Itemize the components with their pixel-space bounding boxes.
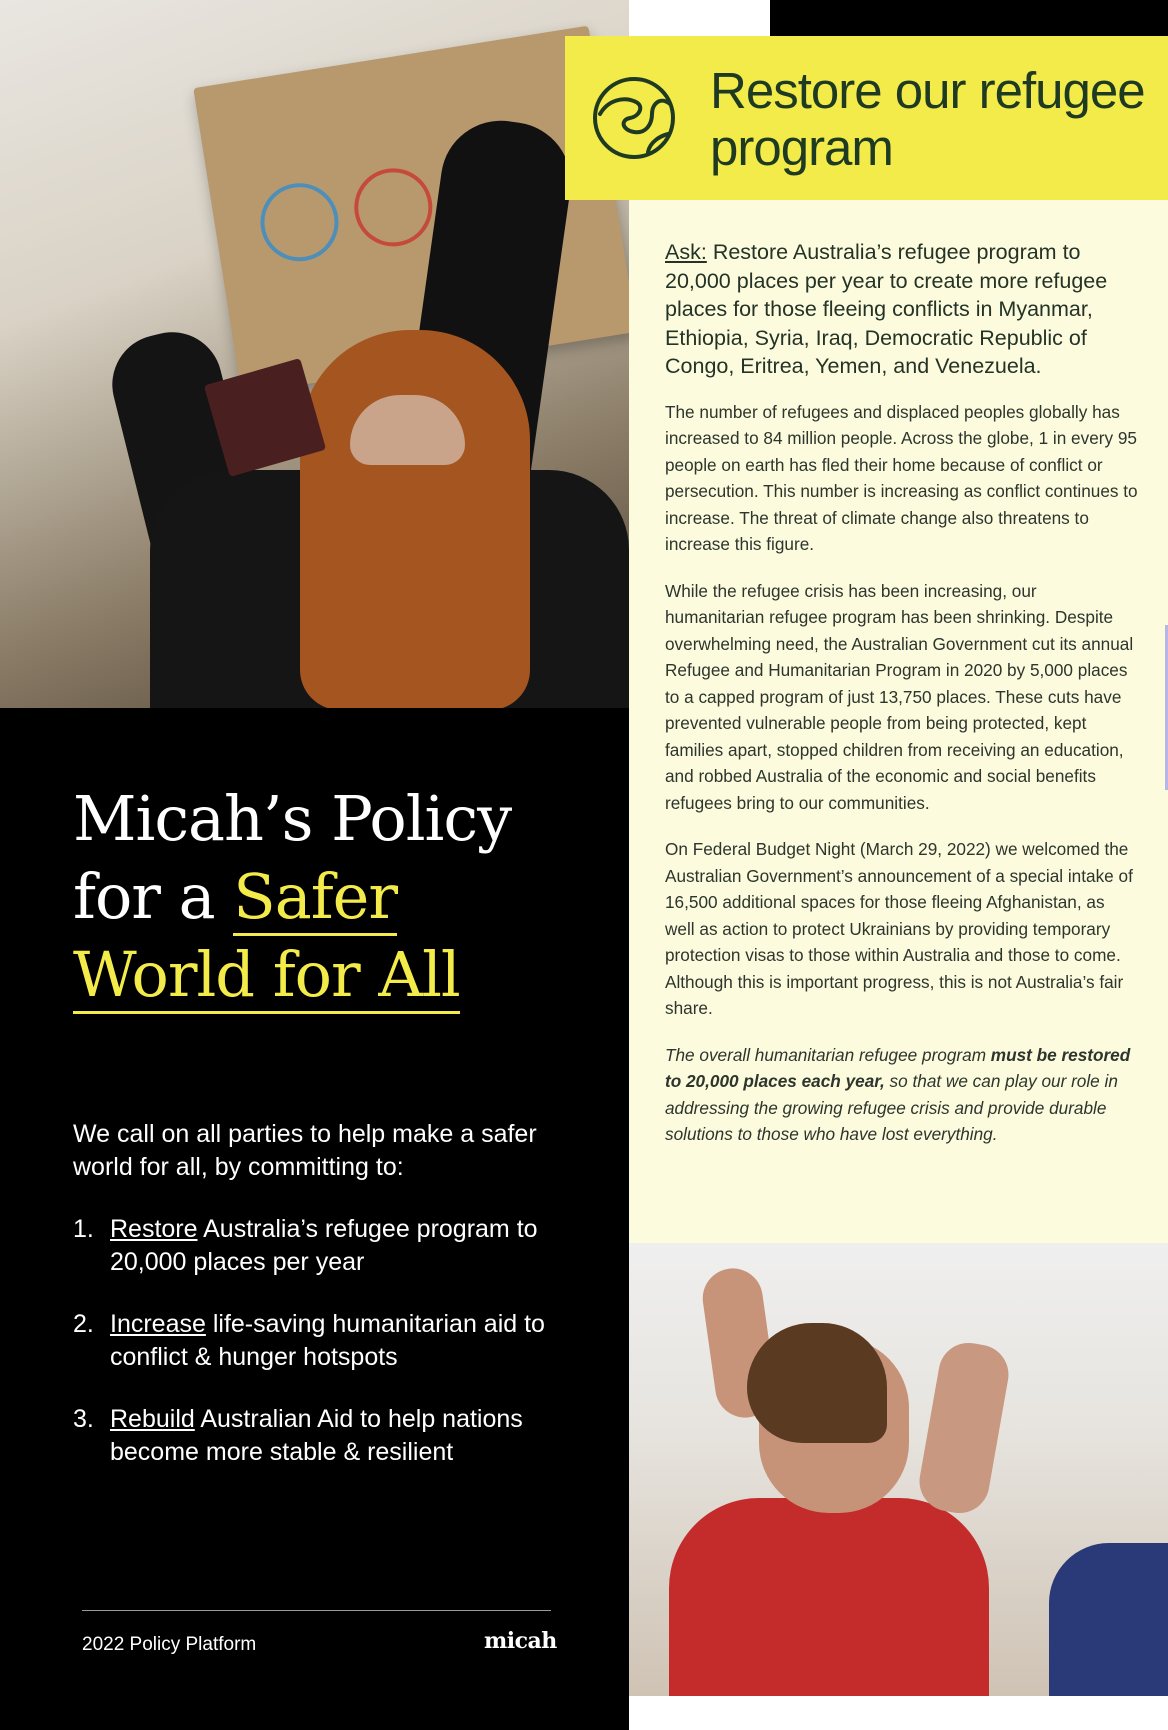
list-number: 3.	[73, 1405, 94, 1433]
list-number: 2.	[73, 1310, 94, 1338]
child-hair	[747, 1323, 887, 1443]
main-title	[73, 780, 511, 1014]
micah-logo: micah	[484, 1628, 557, 1654]
list-item	[73, 1403, 553, 1469]
paragraph-3: On Federal Budget Night (March 29, 2022) we welcomed the Australian Government’s announcement of a special intake of 16,500 additional spaces for those fleeing Afghanistan, as well as action to protect Ukrainians by providing temporary protection visas to those within Australia and those to come. Although this is important progress, this is not Australia’s fair share.	[665, 839, 1133, 1018]
closing-bold: must be restored to 20,000 places each year,	[665, 1044, 1131, 1091]
closing-paragraph	[665, 1042, 1138, 1148]
list-number: 1.	[73, 1215, 94, 1243]
closing-tail: so that we can play our role in addressing the growing refugee crisis and provide durable solutions to those who have lost everything.	[665, 1071, 1118, 1144]
commitments-list	[73, 1213, 553, 1498]
body-panel	[629, 200, 1168, 1243]
red-crescent-icon	[349, 163, 438, 252]
background-child	[1049, 1543, 1168, 1696]
intro-text: We call on all parties to help make a safer world for all, by committing to:	[73, 1120, 537, 1181]
photo-child-raising-hands	[629, 1243, 1168, 1696]
list-item	[73, 1213, 553, 1279]
photo-woman-carrying-aid-box	[0, 0, 629, 708]
page-title: Restore our refugee program	[710, 62, 1145, 176]
wfp-logo-icon	[255, 178, 344, 267]
footer-label: 2022 Policy Platform	[82, 1634, 257, 1655]
globe-icon	[590, 74, 678, 162]
main-title-line-1: Micah’s Policy	[73, 782, 512, 855]
section-header	[565, 36, 1168, 200]
list-verb: Rebuild	[110, 1405, 195, 1433]
ask-statement	[665, 238, 1138, 381]
paragraph-2: While the refugee crisis has been increasing, our humanitarian refugee program has been shrinking. Despite overwhelming need, the Australian Government cut its annual Refugee and Humanitarian Program in 2020 by 5,000 places to a capped program of just 13,750 places. These cuts have prevented vulnerable people from being protected, kept families apart, stopped children from receiving an education, and robbed Australia of the economic and social benefits refugees bring to our communities.	[665, 580, 1134, 813]
list-text: life-saving humanitarian aid to conflict & hunger hotspots	[110, 1310, 545, 1371]
main-title-line-2: for a	[73, 860, 234, 933]
list-text: Australia’s refugee program to 20,000 places per year	[110, 1215, 538, 1276]
list-item	[73, 1308, 553, 1374]
child-red-shirt	[669, 1498, 989, 1696]
hand-right	[915, 1338, 1013, 1518]
paragraph-1: The number of refugees and displaced peoples globally has increased to 84 million people. Across the globe, 1 in every 95 people on earth has fled their home because of conflict or persecution. This number is increasing as conflict continues to increase. The threat of climate change also threatens to increase this figure.	[665, 401, 1138, 554]
footer-divider	[82, 1610, 551, 1611]
list-text: Australian Aid to help nations become more stable & resilient	[110, 1405, 523, 1466]
list-verb: Increase	[110, 1310, 206, 1338]
main-title-highlight-safer: Safer	[233, 860, 397, 936]
list-verb: Restore	[110, 1215, 198, 1243]
ask-label: Ask:	[665, 240, 707, 264]
top-right-black-bar	[770, 0, 1168, 36]
main-title-highlight-world: World for All	[73, 938, 460, 1014]
ask-text: Restore Australia’s refugee program to 20,000 places per year to create more refugee places for those fleeing conflicts in Myanmar, Ethiopia, Syria, Iraq, Democratic Republic of Congo, Eritrea, Yemen, and Venezuela.	[665, 240, 1108, 378]
closing-lead: The overall humanitarian refugee program	[665, 1044, 991, 1065]
headscarf	[300, 330, 530, 708]
